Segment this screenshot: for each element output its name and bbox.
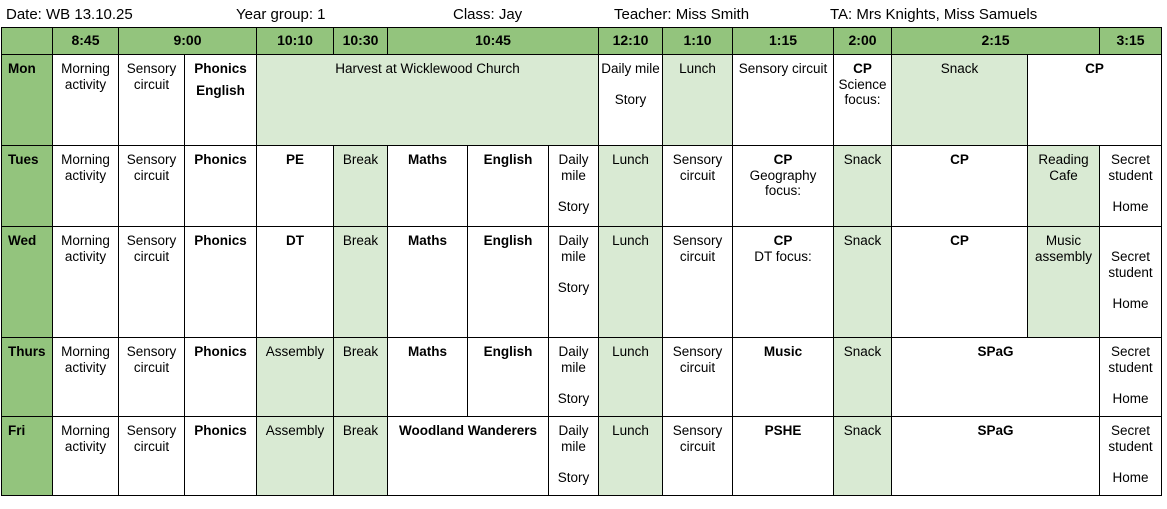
cp-text: CP [853, 61, 872, 76]
class-label: Class: Jay [453, 6, 523, 23]
row-fri [2, 417, 1162, 496]
cell-assembly: Assembly [257, 417, 334, 496]
cp-focus-text: Science focus: [838, 76, 887, 107]
time-header: 8:45 [53, 28, 119, 55]
cell-sensory-circuit: Sensory circuit [119, 417, 185, 496]
cell-spag: SPaG [892, 338, 1100, 417]
cell-secret-student-home [1100, 417, 1162, 496]
spacer [1102, 375, 1159, 391]
time-header: 10:45 [388, 28, 599, 55]
secret-student-text: Secret student [1108, 344, 1153, 375]
cell-cp [733, 227, 834, 338]
home-text: Home [1112, 295, 1149, 311]
time-header: 1:15 [733, 28, 834, 55]
cell-break: Break [334, 146, 388, 227]
cell-daily-mile-story [549, 417, 599, 496]
cell-snack: Snack [892, 55, 1028, 146]
cell-sensory-circuit: Sensory circuit [119, 227, 185, 338]
cell-phonics: Phonics [185, 227, 257, 338]
story-text: Story [557, 198, 590, 214]
cp-focus-text: DT focus: [754, 248, 812, 264]
cell-dt: DT [257, 227, 334, 338]
teacher-label: Teacher: Miss Smith [614, 6, 750, 23]
cp-text: CP [773, 152, 793, 167]
row-tue [2, 146, 1162, 227]
cell-break: Break [334, 338, 388, 417]
row-thu [2, 338, 1162, 417]
cell-break: Break [334, 417, 388, 496]
cell-maths: Maths [388, 227, 468, 338]
cell-sensory-circuit-pm: Sensory circuit [663, 338, 733, 417]
day-label: Fri [2, 417, 53, 496]
story-text: Story [557, 279, 590, 295]
daily-mile-text: Daily mile [558, 423, 589, 454]
cell-sensory-circuit-pm: Sensory circuit [663, 417, 733, 496]
cell-snack: Snack [834, 338, 892, 417]
time-header: 10:10 [257, 28, 334, 55]
time-header-row [2, 28, 1162, 55]
cell-sensory-circuit: Sensory circuit [119, 55, 185, 146]
day-label: Thurs [2, 338, 53, 417]
cell-phonics-english [185, 55, 257, 146]
cell-lunch: Lunch [599, 146, 663, 227]
row-wed [2, 227, 1162, 338]
daily-mile-text: Daily mile [558, 152, 589, 183]
day-label: Wed [2, 227, 53, 338]
spacer [1102, 280, 1159, 296]
time-header: 2:00 [834, 28, 892, 55]
cell-snack: Snack [834, 146, 892, 227]
cell-sensory-circuit: Sensory circuit [119, 338, 185, 417]
time-header: 2:15 [892, 28, 1100, 55]
cell-morning-activity: Morning activity [53, 146, 119, 227]
cell-secret-student-home [1100, 338, 1162, 417]
cell-pshe: PSHE [733, 417, 834, 496]
daily-mile-text: Daily mile [558, 344, 589, 375]
cell-daily-mile-story [549, 338, 599, 417]
cell-morning-activity: Morning activity [53, 338, 119, 417]
cell-cp-afternoon: CP [892, 146, 1028, 227]
home-text: Home [1112, 198, 1149, 214]
cell-sensory-circuit-pm: Sensory circuit [733, 55, 834, 146]
cell-english: English [468, 227, 549, 338]
cell-snack: Snack [834, 227, 892, 338]
cell-morning-activity: Morning activity [53, 227, 119, 338]
time-header: 12:10 [599, 28, 663, 55]
cell-daily-mile-story [549, 146, 599, 227]
cell-lunch: Lunch [599, 227, 663, 338]
cell-english: English [468, 338, 549, 417]
cell-phonics: Phonics [185, 417, 257, 496]
cell-lunch: Lunch [599, 338, 663, 417]
time-header: 10:30 [334, 28, 388, 55]
cell-english: English [468, 146, 549, 227]
cell-maths: Maths [388, 338, 468, 417]
cell-reading-cafe: Reading Cafe [1028, 146, 1100, 227]
timetable [1, 27, 1162, 496]
secret-student-text: Secret student [1108, 152, 1153, 183]
daily-mile-text: Daily mile [601, 61, 660, 76]
ta-label: TA: Mrs Knights, Miss Samuels [830, 6, 1038, 23]
spacer [551, 264, 596, 280]
cell-harvest-event: Harvest at Wicklewood Church [257, 55, 599, 146]
story-text: Story [557, 390, 590, 406]
cell-music: Music [733, 338, 834, 417]
cell-lunch: Lunch [599, 417, 663, 496]
year-group-label: Year group: 1 [236, 6, 326, 23]
english-text: English [196, 82, 245, 98]
cp-text: CP [773, 233, 793, 248]
cell-assembly: Assembly [257, 338, 334, 417]
cell-daily-mile-story [549, 227, 599, 338]
cell-morning-activity: Morning activity [53, 417, 119, 496]
cell-phonics: Phonics [185, 146, 257, 227]
cell-cp [733, 146, 834, 227]
cell-sensory-circuit-pm: Sensory circuit [663, 227, 733, 338]
date-label: Date: WB 13.10.25 [6, 6, 133, 23]
secret-student-text: Secret student [1108, 249, 1153, 280]
time-header: 9:00 [119, 28, 257, 55]
spacer [1102, 454, 1159, 470]
home-text: Home [1112, 469, 1149, 485]
secret-student-text: Secret student [1108, 423, 1153, 454]
cell-secret-student-home [1100, 146, 1162, 227]
spacer [551, 375, 596, 391]
cell-cp-afternoon: CP [892, 227, 1028, 338]
cell-maths: Maths [388, 146, 468, 227]
cell-spag: SPaG [892, 417, 1100, 496]
cp-focus-text: Geography focus: [749, 167, 817, 198]
spacer [1102, 183, 1159, 199]
cell-break: Break [334, 227, 388, 338]
cell-snack: Snack [834, 417, 892, 496]
cell-cp [834, 55, 892, 146]
story-text: Story [557, 469, 590, 485]
home-text: Home [1112, 390, 1149, 406]
cell-sensory-circuit: Sensory circuit [119, 146, 185, 227]
phonics-text: Phonics [194, 61, 247, 76]
story-text: Story [614, 92, 647, 107]
cell-secret-student-home [1100, 227, 1162, 338]
day-label: Tues [2, 146, 53, 227]
cell-music-assembly: Music assembly [1028, 227, 1100, 338]
cell-cp-afternoon: CP [1028, 55, 1162, 146]
cell-lunch: Lunch [663, 55, 733, 146]
row-mon [2, 55, 1162, 146]
time-header: 3:15 [1100, 28, 1162, 55]
spacer [551, 454, 596, 470]
cell-pe: PE [257, 146, 334, 227]
cell-sensory-circuit-pm: Sensory circuit [663, 146, 733, 227]
time-header: 1:10 [663, 28, 733, 55]
day-label: Mon [2, 55, 53, 146]
cell-woodland-wanderers: Woodland Wanderers [388, 417, 549, 496]
corner-cell [2, 28, 53, 55]
cell-phonics: Phonics [185, 338, 257, 417]
spacer [551, 183, 596, 199]
cell-morning-activity: Morning activity [53, 55, 119, 146]
daily-mile-text: Daily mile [558, 233, 589, 264]
spacer [601, 77, 660, 93]
cell-daily-mile-story [599, 55, 663, 146]
